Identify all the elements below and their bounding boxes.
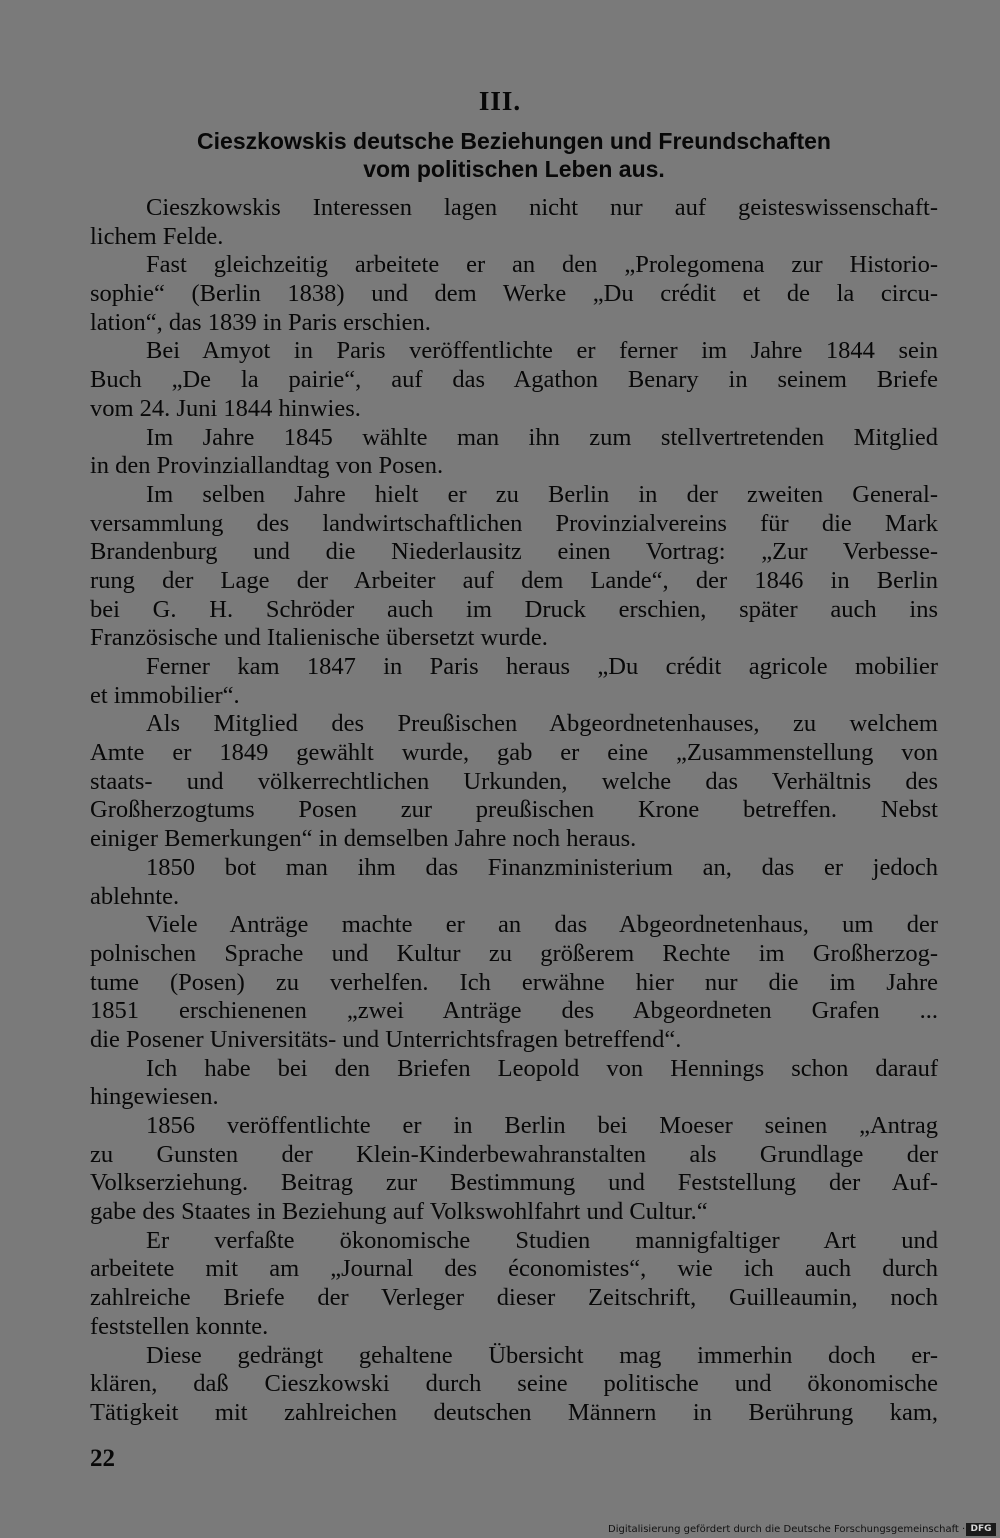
text-line: 1856 veröffentlichte er in Berlin bei Moeser seinen „Antrag [146,1112,938,1139]
text-line: Bei Amyot in Paris veröffentlichte er ferner im Jahre 1844 sein [146,337,938,365]
text-line: zu Gunsten der Klein-Kinderbewahranstalten als Grundlage der [90,1140,938,1168]
text-line: gabe des Staates in Beziehung auf Volkswohlfahrt und Cultur.“ [90,1198,708,1226]
text-line: lichem Felde. [90,222,224,250]
text-line: die Posener Universitäts- und Unterrichtsfragen betreffend“. [90,1025,682,1053]
body-text [90,194,938,1428]
text-line: Buch „De la pairie“, auf das Agathon Benary in seinem Briefe [90,366,938,394]
text-line: Als Mitglied des Preußischen Abgeordnetenhauses, zu welchem [146,710,938,738]
text-line: Französische und Italienische übersetzt wurde. [90,624,548,652]
text-line: Cieszkowskis Interessen lagen nicht nur auf geisteswissenschaft- [146,194,938,221]
text-line: zahlreiche Briefe der Verleger dieser Zeitschrift, Guilleaumin, noch [90,1284,938,1312]
text-line: Brandenburg und die Niederlausitz einen Vortrag: „Zur Verbesse- [90,538,938,566]
chapter-number: III. [478,86,522,116]
text-line: lation“, das 1839 in Paris erschien. [90,308,431,336]
chapter-title-line-1: Cieszkowskis deutsche Beziehungen und Freundschaften [197,128,831,154]
text-line: Fast gleichzeitig arbeitete er an den „Prolegomena zur Historio- [146,251,938,279]
text-line: ablehnte. [90,882,180,910]
text-line: 1850 bot man ihm das Finanzministerium an, das er jedoch [146,853,938,881]
text-line: Ich habe bei den Briefen Leopold von Hennings schon darauf [146,1054,938,1082]
text-line: rung der Lage der Arbeiter auf dem Lande“, der 1846 in Berlin [90,566,938,594]
text-line: Viele Anträge machte er an das Abgeordnetenhaus, um der [146,911,938,939]
text-line: et immobilier“. [90,681,240,709]
digitization-credit: Digitalisierung gefördert durch die Deutsche Forschungsgemeinschaft · [608,1524,966,1535]
dfg-logo: DFG [966,1523,996,1536]
text-line: Großherzogtums Posen zur preußischen Krone betreffen. Nebst [90,796,938,824]
text-line: versammlung des landwirtschaftlichen Provinzialvereins für die Mark [90,509,938,537]
text-line: vom 24. Juni 1844 hinwies. [90,394,361,422]
text-line: Er verfaßte ökonomische Studien mannigfaltiger Art und [146,1226,938,1254]
text-line: klären, daß Cieszkowski durch seine politische und ökonomische [90,1370,938,1398]
text-line: bei G. H. Schröder auch im Druck erschien, später auch ins [90,595,938,623]
text-line: staats- und völkerrechtlichen Urkunden, welche das Verhältnis des [90,767,938,795]
page-number: 22 [90,1445,115,1472]
text-line: polnischen Sprache und Kultur zu größerem Rechte im Großherzog- [90,939,938,967]
text-line: 1851 erschienenen „zwei Anträge des Abgeordneten Grafen ... [90,997,938,1025]
text-line: Amte er 1849 gewählt wurde, gab er eine „Zusammenstellung von [90,739,938,767]
text-line: Im Jahre 1845 wählte man ihn zum stellvertretenden Mitglied [146,423,938,451]
text-line: in den Provinziallandtag von Posen. [90,452,444,480]
text-line: Tätigkeit mit zahlreichen deutschen Männern in Berührung kam, [90,1398,938,1426]
text-line: Ferner kam 1847 in Paris heraus „Du crédit agricole mobilier [146,653,938,680]
chapter-title [90,127,938,183]
text-line: Im selben Jahre hielt er zu Berlin in der zweiten General- [146,480,938,508]
text-line: arbeitete mit am „Journal des économistes“, wie ich auch durch [90,1255,938,1283]
text-line: Volkserziehung. Beitrag zur Bestimmung und Feststellung der Auf- [90,1169,938,1197]
text-line: tume (Posen) zu verhelfen. Ich erwähne hier nur die im Jahre [90,968,938,996]
text-line: Diese gedrängt gehaltene Übersicht mag immerhin doch er- [146,1341,938,1369]
text-line: sophie“ (Berlin 1838) und dem Werke „Du crédit et de la circu- [90,280,938,308]
text-line: einiger Bemerkungen“ in demselben Jahre noch heraus. [90,825,637,853]
chapter-title-line-2: vom politischen Leben aus. [363,156,665,182]
text-line: hingewiesen. [90,1083,219,1111]
text-line: feststellen konnte. [90,1312,269,1340]
